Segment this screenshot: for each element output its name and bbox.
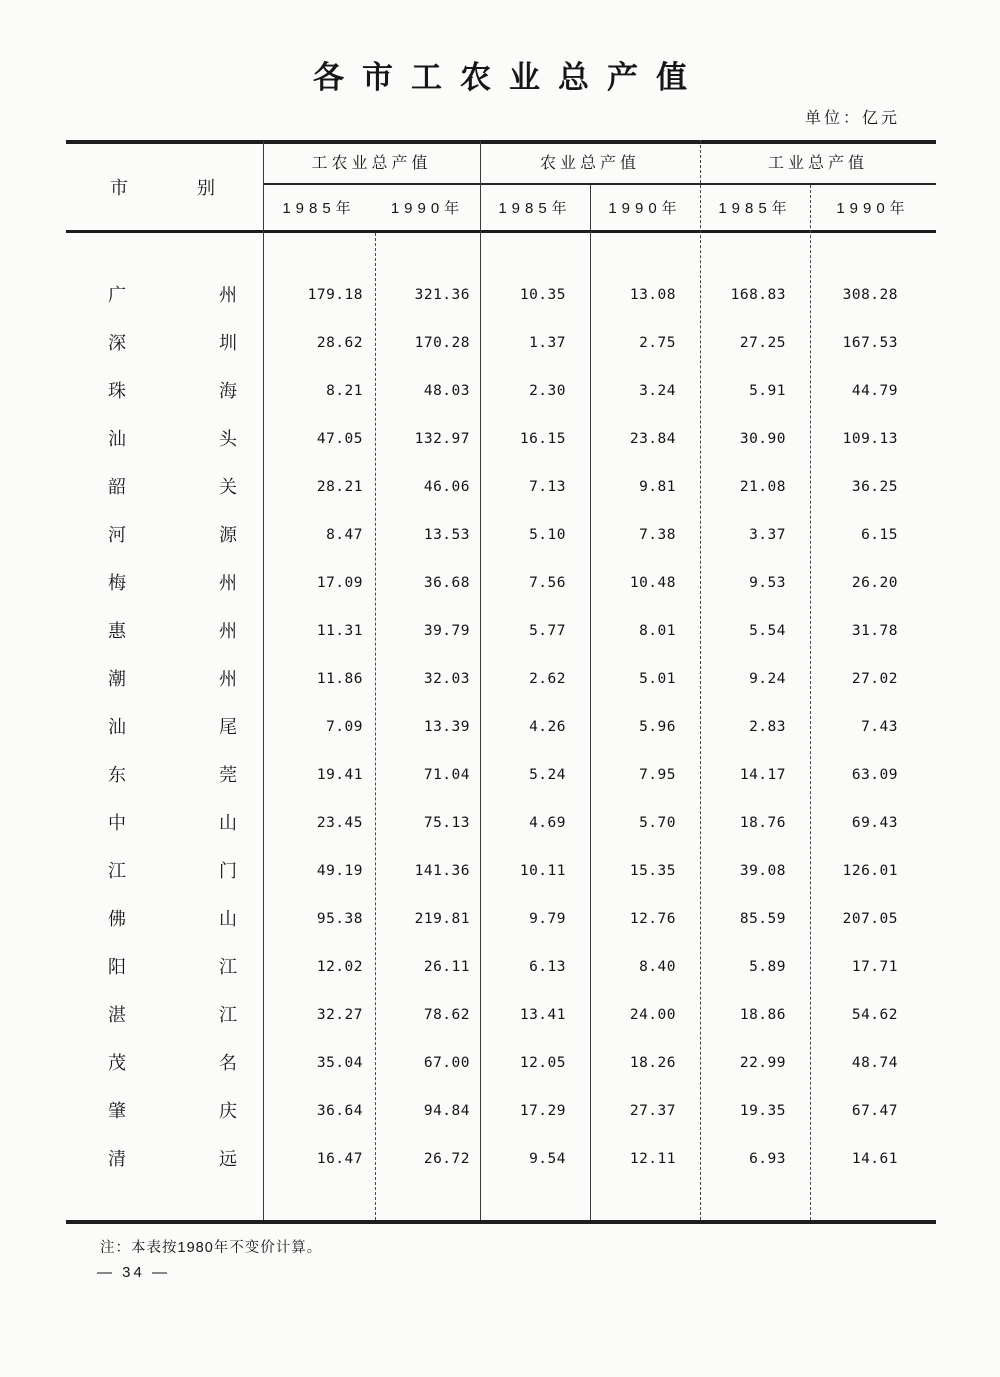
- value-cell: 6.15: [861, 527, 898, 543]
- city-name: [66, 1039, 263, 1087]
- value-cell: 94.84: [423, 1103, 470, 1119]
- city-name-char: 潮: [108, 669, 126, 689]
- city-name-char: 湛: [108, 1005, 126, 1025]
- city-name-char: 江: [219, 1005, 237, 1025]
- value-cell: 19.41: [316, 767, 363, 783]
- city-name-char: 名: [219, 1053, 237, 1073]
- value-cell: 126.01: [842, 863, 898, 879]
- city-name: [66, 1087, 263, 1135]
- value-cell: 39.08: [739, 863, 786, 879]
- value-cell: 26.72: [423, 1151, 470, 1167]
- value-cell: 5.01: [639, 671, 676, 687]
- value-cell: 2.62: [529, 671, 566, 687]
- city-name: [66, 271, 263, 319]
- city-name-char: 东: [108, 765, 126, 785]
- value-cell: 9.54: [529, 1151, 566, 1167]
- value-cell: 321.36: [414, 287, 470, 303]
- value-cell: 170.28: [414, 335, 470, 351]
- value-cell: 12.02: [316, 959, 363, 975]
- value-cell: 167.53: [842, 335, 898, 351]
- value-cell: 141.36: [414, 863, 470, 879]
- value-cell: 219.81: [414, 911, 470, 927]
- value-cell: 36.64: [316, 1103, 363, 1119]
- table-row: [66, 1039, 936, 1087]
- value-cell: 8.01: [639, 623, 676, 639]
- label-char: 市: [110, 178, 128, 198]
- value-cell: 13.39: [423, 719, 470, 735]
- statistics-table: [66, 140, 936, 1224]
- table-row: [66, 655, 936, 703]
- value-cell: 7.95: [639, 767, 676, 783]
- value-cell: 179.18: [307, 287, 363, 303]
- value-cell: 5.10: [529, 527, 566, 543]
- table-row: [66, 367, 936, 415]
- value-cell: 9.53: [749, 575, 786, 591]
- value-cell: 9.81: [639, 479, 676, 495]
- value-cell: 63.09: [851, 767, 898, 783]
- page-number: — 34 —: [97, 1264, 171, 1281]
- group-header-underline: [263, 183, 936, 185]
- value-cell: 17.09: [316, 575, 363, 591]
- value-cell: 35.04: [316, 1055, 363, 1071]
- year-header: 1985年: [718, 200, 792, 217]
- value-cell: 10.35: [519, 287, 566, 303]
- table-row: [66, 1087, 936, 1135]
- table-row: [66, 511, 936, 559]
- value-cell: 17.29: [519, 1103, 566, 1119]
- value-cell: 18.76: [739, 815, 786, 831]
- city-name-char: 海: [219, 381, 237, 401]
- table-row: [66, 799, 936, 847]
- table-row: [66, 847, 936, 895]
- value-cell: 5.91: [749, 383, 786, 399]
- value-cell: 13.08: [629, 287, 676, 303]
- city-name-char: 广: [108, 285, 126, 305]
- city-name-char: 山: [219, 909, 237, 929]
- value-cell: 18.86: [739, 1007, 786, 1023]
- value-cell: 16.47: [316, 1151, 363, 1167]
- value-cell: 9.24: [749, 671, 786, 687]
- value-cell: 7.56: [529, 575, 566, 591]
- city-name: [66, 847, 263, 895]
- city-name-char: 江: [219, 957, 237, 977]
- value-cell: 31.78: [851, 623, 898, 639]
- value-cell: 1.37: [529, 335, 566, 351]
- value-cell: 22.99: [739, 1055, 786, 1071]
- value-cell: 5.24: [529, 767, 566, 783]
- value-cell: 36.25: [851, 479, 898, 495]
- group-header-total-output: 工农业总产值: [311, 155, 432, 172]
- value-cell: 10.48: [629, 575, 676, 591]
- city-name-char: 韶: [108, 477, 126, 497]
- value-cell: 27.37: [629, 1103, 676, 1119]
- city-name-char: 尾: [219, 717, 237, 737]
- value-cell: 3.37: [749, 527, 786, 543]
- value-cell: 75.13: [423, 815, 470, 831]
- city-name-char: 门: [219, 861, 237, 881]
- city-name-char: 惠: [108, 621, 126, 641]
- value-cell: 13.53: [423, 527, 470, 543]
- value-cell: 28.62: [316, 335, 363, 351]
- value-cell: 308.28: [842, 287, 898, 303]
- city-name: [66, 799, 263, 847]
- label-char: 别: [197, 178, 215, 198]
- value-cell: 46.06: [423, 479, 470, 495]
- value-cell: 11.31: [316, 623, 363, 639]
- value-cell: 47.05: [316, 431, 363, 447]
- city-name-char: 关: [219, 477, 237, 497]
- city-name: [66, 751, 263, 799]
- city-name-char: 庆: [219, 1101, 237, 1121]
- city-name: [66, 943, 263, 991]
- page-title: 各市工农业总产值: [313, 60, 705, 95]
- city-name-char: 州: [219, 621, 237, 641]
- city-name-char: 莞: [219, 765, 237, 785]
- value-cell: 7.43: [861, 719, 898, 735]
- city-name-char: 深: [108, 333, 126, 353]
- value-cell: 36.68: [423, 575, 470, 591]
- value-cell: 6.93: [749, 1151, 786, 1167]
- unit-label: 单位：亿元: [804, 110, 900, 127]
- value-cell: 30.90: [739, 431, 786, 447]
- year-header: 1990年: [608, 200, 682, 217]
- city-name-char: 珠: [108, 381, 126, 401]
- city-name-char: 州: [219, 669, 237, 689]
- table-row: [66, 271, 936, 319]
- value-cell: 24.00: [629, 1007, 676, 1023]
- value-cell: 39.79: [423, 623, 470, 639]
- value-cell: 95.38: [316, 911, 363, 927]
- value-cell: 109.13: [842, 431, 898, 447]
- value-cell: 2.75: [639, 335, 676, 351]
- city-name: [66, 511, 263, 559]
- year-header: 1985年: [498, 200, 572, 217]
- value-cell: 7.09: [326, 719, 363, 735]
- value-cell: 69.43: [851, 815, 898, 831]
- city-name-char: 远: [219, 1149, 237, 1169]
- city-name: [66, 655, 263, 703]
- city-name-char: 河: [108, 525, 126, 545]
- value-cell: 21.08: [739, 479, 786, 495]
- city-name: [66, 463, 263, 511]
- table-row: [66, 463, 936, 511]
- year-header: 1990年: [836, 200, 910, 217]
- city-name-char: 州: [219, 285, 237, 305]
- city-name-char: 梅: [108, 573, 126, 593]
- value-cell: 9.79: [529, 911, 566, 927]
- value-cell: 27.25: [739, 335, 786, 351]
- table-row: [66, 991, 936, 1039]
- value-cell: 12.05: [519, 1055, 566, 1071]
- city-name: [66, 991, 263, 1039]
- group-header-industrial-output: 工业总产值: [767, 155, 868, 172]
- value-cell: 12.76: [629, 911, 676, 927]
- group-header-agricultural-output: 农业总产值: [539, 155, 640, 172]
- value-cell: 3.24: [639, 383, 676, 399]
- city-name-char: 中: [108, 813, 126, 833]
- value-cell: 5.96: [639, 719, 676, 735]
- value-cell: 8.47: [326, 527, 363, 543]
- value-cell: 12.11: [629, 1151, 676, 1167]
- table-row: [66, 943, 936, 991]
- value-cell: 48.03: [423, 383, 470, 399]
- value-cell: 71.04: [423, 767, 470, 783]
- table-row: [66, 751, 936, 799]
- city-name: [66, 415, 263, 463]
- value-cell: 49.19: [316, 863, 363, 879]
- value-cell: 19.35: [739, 1103, 786, 1119]
- city-name-char: 头: [219, 429, 237, 449]
- value-cell: 13.41: [519, 1007, 566, 1023]
- value-cell: 67.00: [423, 1055, 470, 1071]
- value-cell: 10.11: [519, 863, 566, 879]
- table-row: [66, 607, 936, 655]
- value-cell: 8.40: [639, 959, 676, 975]
- table-body: [66, 233, 936, 1220]
- value-cell: 2.30: [529, 383, 566, 399]
- row-header-city-label: [66, 144, 263, 230]
- value-cell: 11.86: [316, 671, 363, 687]
- city-name: [66, 367, 263, 415]
- value-cell: 85.59: [739, 911, 786, 927]
- city-name-char: 茂: [108, 1053, 126, 1073]
- city-name-char: 肇: [108, 1101, 126, 1121]
- city-name-char: 州: [219, 573, 237, 593]
- value-cell: 4.26: [529, 719, 566, 735]
- city-name: [66, 607, 263, 655]
- table-row: [66, 1135, 936, 1183]
- value-cell: 67.47: [851, 1103, 898, 1119]
- value-cell: 7.13: [529, 479, 566, 495]
- value-cell: 168.83: [730, 287, 786, 303]
- value-cell: 26.11: [423, 959, 470, 975]
- city-name-char: 清: [108, 1149, 126, 1169]
- value-cell: 78.62: [423, 1007, 470, 1023]
- value-cell: 17.71: [851, 959, 898, 975]
- table-row: [66, 895, 936, 943]
- city-name-char: 汕: [108, 429, 126, 449]
- city-name-char: 佛: [108, 909, 126, 929]
- year-header: 1990年: [390, 200, 465, 217]
- city-name-char: 圳: [219, 333, 237, 353]
- value-cell: 54.62: [851, 1007, 898, 1023]
- table-row: [66, 703, 936, 751]
- value-cell: 8.21: [326, 383, 363, 399]
- value-cell: 7.38: [639, 527, 676, 543]
- value-cell: 16.15: [519, 431, 566, 447]
- city-name-char: 阳: [108, 957, 126, 977]
- value-cell: 23.45: [316, 815, 363, 831]
- city-name: [66, 895, 263, 943]
- value-cell: 18.26: [629, 1055, 676, 1071]
- value-cell: 28.21: [316, 479, 363, 495]
- value-cell: 132.97: [414, 431, 470, 447]
- value-cell: 4.69: [529, 815, 566, 831]
- value-cell: 5.70: [639, 815, 676, 831]
- city-name: [66, 1135, 263, 1183]
- value-cell: 5.89: [749, 959, 786, 975]
- value-cell: 207.05: [842, 911, 898, 927]
- year-header: 1985年: [282, 200, 356, 217]
- value-cell: 15.35: [629, 863, 676, 879]
- value-cell: 44.79: [851, 383, 898, 399]
- city-name: [66, 559, 263, 607]
- value-cell: 2.83: [749, 719, 786, 735]
- city-name: [66, 319, 263, 367]
- value-cell: 32.03: [423, 671, 470, 687]
- city-name-char: 源: [219, 525, 237, 545]
- table-row: [66, 319, 936, 367]
- value-cell: 14.17: [739, 767, 786, 783]
- value-cell: 26.20: [851, 575, 898, 591]
- city-name-char: 山: [219, 813, 237, 833]
- table-border-bottom: [66, 1220, 936, 1224]
- table-row: [66, 559, 936, 607]
- value-cell: 48.74: [851, 1055, 898, 1071]
- table-footnote: 注：本表按1980年不变价计算。: [100, 1240, 323, 1256]
- city-name: [66, 703, 263, 751]
- value-cell: 6.13: [529, 959, 566, 975]
- value-cell: 23.84: [629, 431, 676, 447]
- value-cell: 27.02: [851, 671, 898, 687]
- city-name-char: 江: [108, 861, 126, 881]
- value-cell: 5.54: [749, 623, 786, 639]
- value-cell: 32.27: [316, 1007, 363, 1023]
- city-name-char: 汕: [108, 717, 126, 737]
- table-row: [66, 415, 936, 463]
- value-cell: 14.61: [851, 1151, 898, 1167]
- value-cell: 5.77: [529, 623, 566, 639]
